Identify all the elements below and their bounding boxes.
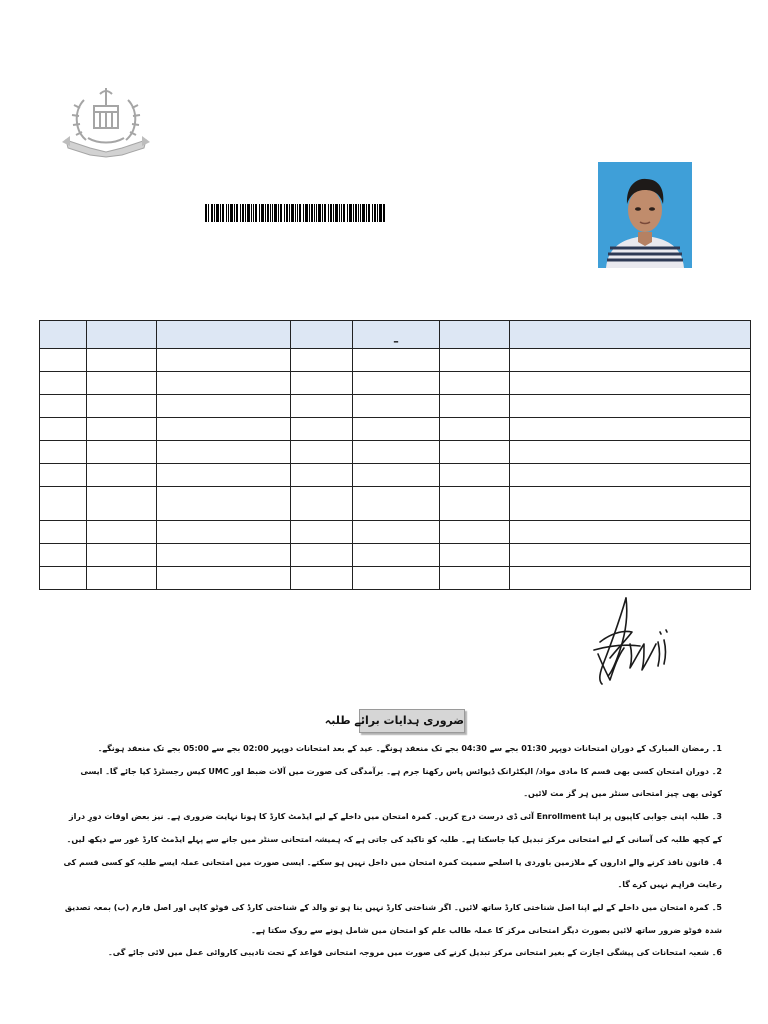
header-cell	[40, 321, 87, 349]
header-cell	[291, 321, 353, 349]
table-cell	[87, 464, 157, 487]
table-row	[40, 487, 751, 521]
table-cell	[87, 395, 157, 418]
table-row	[40, 544, 751, 567]
table-cell	[291, 441, 353, 464]
table-row	[40, 372, 751, 395]
header-cell	[87, 321, 157, 349]
table-row	[40, 521, 751, 544]
table-cell	[510, 441, 751, 464]
table-row	[40, 464, 751, 487]
header-cell: –	[353, 321, 440, 349]
header-cell	[510, 321, 751, 349]
instruction-item: 1۔ رمضان المبارک کے دوران امتحانات دوپہر 01:30 بجے سے 04:30 بجے تک منعقد ہونگے۔ عید کے بعد امتحانات دوپہر 02:00 بجے سے 05:00 بجے تک منعقد ہونگے۔	[97, 744, 722, 753]
instruction-item: 3۔ طلبہ اپنی جوابی کاپیوں پر اپنا Enrollment آئی ڈی درست درج کریں۔ کمرہ امتحان میں داخلے کے لیے ایڈمٹ کارڈ کا ہونا نہایت ضروری ہے۔ نیز بعض اوقات دورِ دراز کے کچھ طلبہ کی آسانی کے لیے امتحانی مرکز تبدیل کیا جاسکتا ہے۔ طلبہ کو تاکید کی جاتی ہے کہ ہمیشہ امتحانی سنٹر میں جانے سے پہلے ایڈمٹ کارڈ غور سے دیکھ لیں۔	[66, 812, 722, 844]
table-cell	[40, 418, 87, 441]
table-cell	[291, 521, 353, 544]
table-cell	[87, 418, 157, 441]
table-cell	[291, 395, 353, 418]
table-header-row	[40, 321, 751, 349]
table-cell	[40, 372, 87, 395]
table-cell	[510, 395, 751, 418]
table-cell	[510, 487, 751, 521]
table-cell	[157, 521, 291, 544]
table-cell	[440, 418, 510, 441]
table-cell	[440, 441, 510, 464]
table-cell	[440, 544, 510, 567]
table-row	[40, 418, 751, 441]
table-cell	[157, 487, 291, 521]
table-cell	[440, 349, 510, 372]
table-row	[40, 349, 751, 372]
table-cell	[353, 544, 440, 567]
table-cell	[353, 395, 440, 418]
signature-icon	[588, 592, 674, 692]
instructions-list	[60, 738, 722, 965]
table-cell	[157, 441, 291, 464]
barcode-icon	[205, 204, 385, 222]
table-cell	[87, 544, 157, 567]
table-cell	[440, 464, 510, 487]
table-cell	[157, 464, 291, 487]
table-cell	[440, 395, 510, 418]
table-cell	[353, 521, 440, 544]
table-cell	[40, 464, 87, 487]
table-cell	[87, 349, 157, 372]
table-cell	[40, 567, 87, 590]
table-cell	[510, 372, 751, 395]
instruction-item: 5۔ کمرہ امتحان میں داخلے کے لیے اپنا اصل شناختی کارڈ ساتھ لائیں۔ اگر شناختی کارڈ نہیں بنا ہو تو والد کے شناختی کارڈ کی فوٹو کاپی اور اصل فارم (ب) بمعہ تصدیق شدہ فوٹو ضرور ساتھ لائیں بصورت دیگر امتحانی مرکز کا عملہ طالب علم کو امتحان میں شامل ہونے سے روک سکتا ہے۔	[64, 902, 722, 935]
table-cell	[440, 567, 510, 590]
table-cell	[40, 441, 87, 464]
header-cell	[440, 321, 510, 349]
instruction-item: 2۔ دوران امتحان کسی بھی قسم کا مادی مواد/ الیکٹرانک ڈیوائس پاس رکھنا جرم ہے۔ برآمدگی کی صورت میں آلات ضبط اور UMC کیس رجسٹرڈ کیا جائے گا۔ ایسی کوئی بھی چیز امتحانی سنٹر میں ہر گز مت لائیں۔	[80, 766, 722, 799]
table-cell	[353, 487, 440, 521]
instruction-item: 6۔ شعبہ امتحانات کی پیشگی اجازت کے بغیر امتحانی مرکز تبدیل کرنے کی صورت میں مروجہ امتحانی قواعد کے تحت تادیبی کاروائی عمل میں لائی جائے گی۔	[108, 948, 722, 958]
table-cell	[157, 395, 291, 418]
table-cell	[510, 464, 751, 487]
table-cell	[353, 464, 440, 487]
table-cell	[291, 487, 353, 521]
table-cell	[291, 544, 353, 567]
table-cell	[157, 372, 291, 395]
table-cell	[353, 349, 440, 372]
table-cell	[87, 372, 157, 395]
table-cell	[510, 567, 751, 590]
table-cell	[40, 544, 87, 567]
table-cell	[353, 372, 440, 395]
table-cell	[87, 521, 157, 544]
table-cell	[353, 567, 440, 590]
table-cell	[40, 487, 87, 521]
table-cell	[87, 487, 157, 521]
table-cell	[353, 441, 440, 464]
table-cell	[440, 372, 510, 395]
table-row	[40, 395, 751, 418]
table-cell	[87, 441, 157, 464]
table-cell	[291, 567, 353, 590]
marks-table	[39, 320, 750, 590]
table-cell	[510, 418, 751, 441]
header-cell	[157, 321, 291, 349]
table-cell	[157, 567, 291, 590]
student-photo	[598, 162, 692, 268]
table-cell	[353, 418, 440, 441]
table-cell	[157, 349, 291, 372]
table-row	[40, 567, 751, 590]
table-cell	[157, 418, 291, 441]
table-cell	[510, 349, 751, 372]
instruction-item: 4۔ قانون نافذ کرنے والے اداروں کے ملازمین باوردی یا اسلحے سمیت کمرہ امتحان میں داخل نہیں ہو سکتے۔ ایسی صورت میں امتحانی عملہ ایسے طلبہ کو کسی قسم کی رعایت فراہم نہیں کرے گا۔	[63, 857, 722, 890]
table-cell	[40, 349, 87, 372]
table-cell	[40, 521, 87, 544]
table-cell	[510, 521, 751, 544]
table-cell	[291, 349, 353, 372]
table-cell	[291, 464, 353, 487]
table-cell	[291, 372, 353, 395]
table-cell	[510, 544, 751, 567]
table-cell	[440, 487, 510, 521]
instructions-title: ضروری ہدایات برائے طلبہ	[359, 709, 465, 733]
table-cell	[157, 544, 291, 567]
table-cell	[440, 521, 510, 544]
table-cell	[291, 418, 353, 441]
table-cell	[87, 567, 157, 590]
university-emblem-icon	[60, 82, 152, 158]
table-cell	[40, 395, 87, 418]
table-row	[40, 441, 751, 464]
